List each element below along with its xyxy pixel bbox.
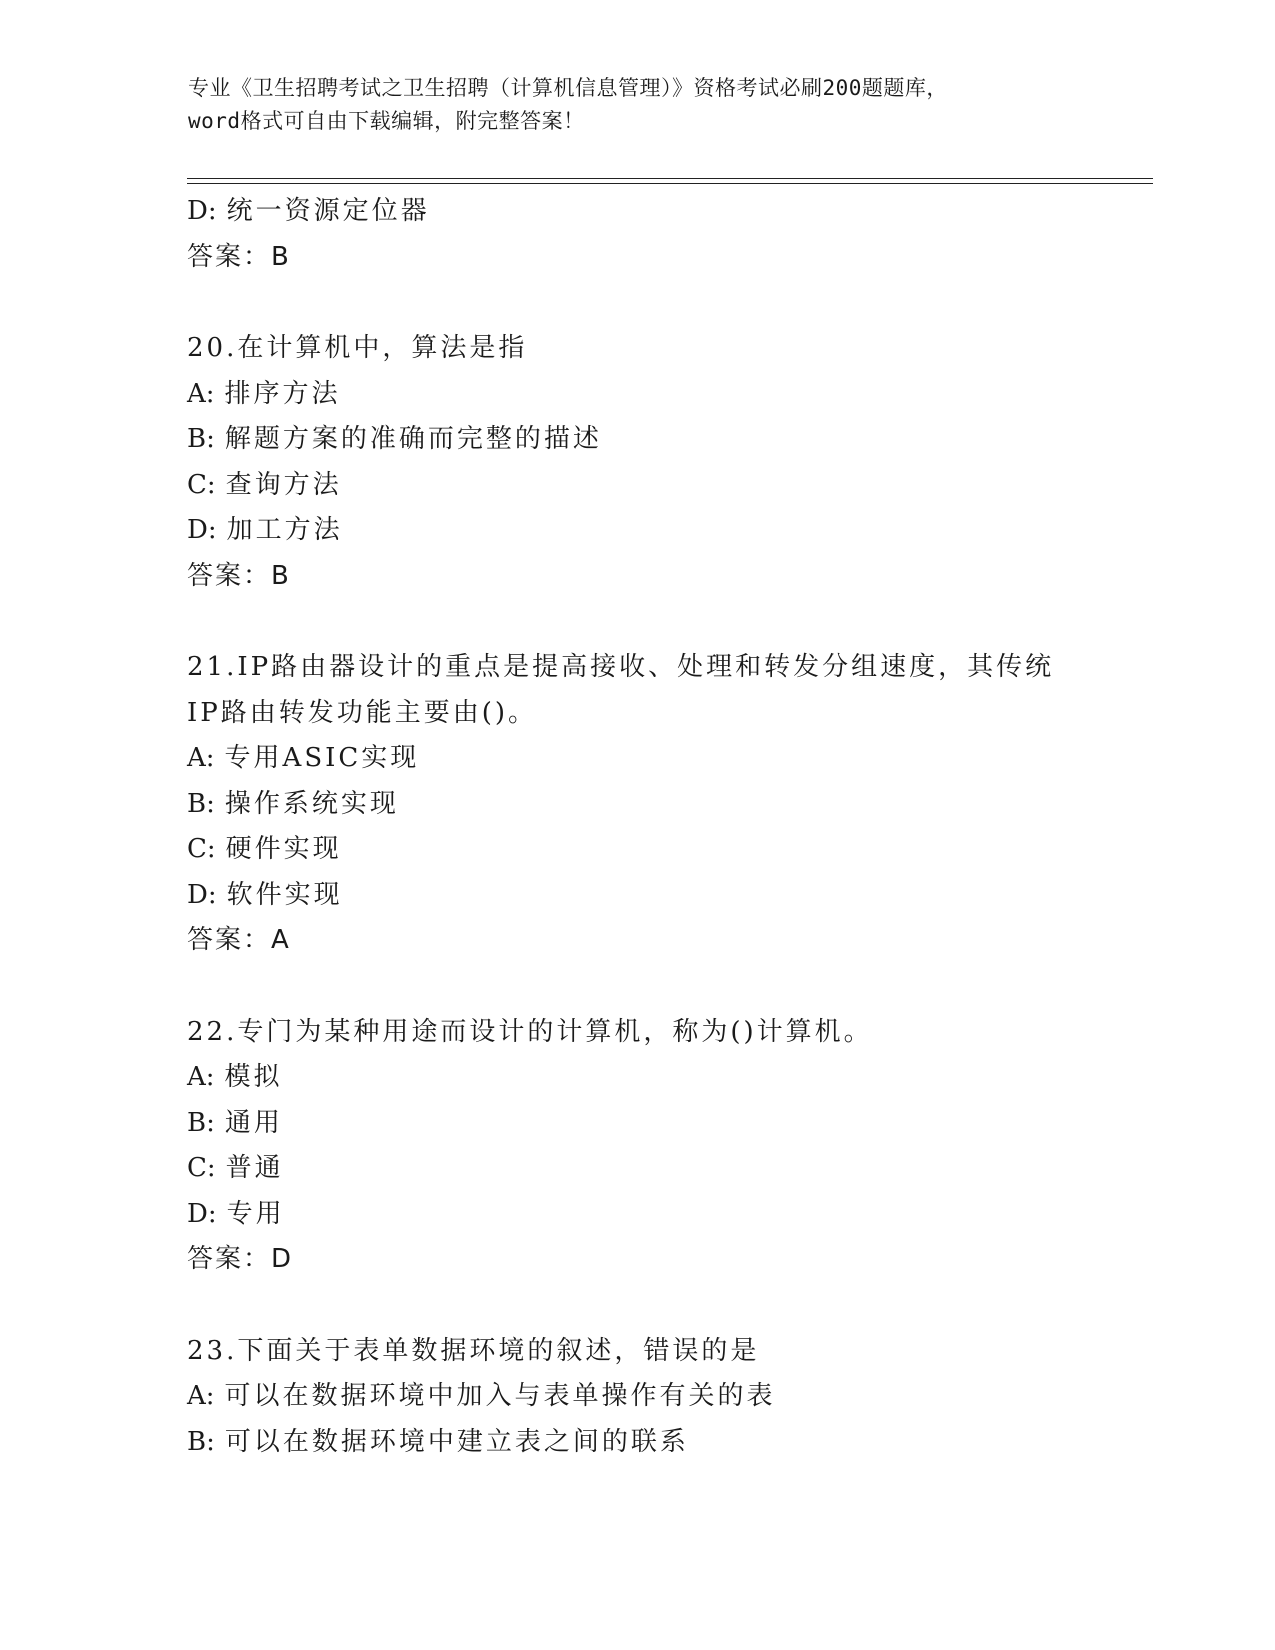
- question-text: 23.下面关于表单数据环境的叙述，错误的是: [187, 1335, 760, 1366]
- question-block: [187, 189, 1147, 280]
- option-text: 可以在数据环境中加入与表单操作有关的表: [224, 1381, 776, 1411]
- header-divider-top: [187, 178, 1153, 179]
- option-b: [187, 1101, 1147, 1147]
- option-b: [187, 782, 1147, 828]
- header-divider-bottom: [187, 183, 1153, 184]
- option-d: [187, 189, 1147, 235]
- answer-line: 答案：B: [187, 560, 291, 591]
- option-text: 排序方法: [224, 378, 341, 409]
- question-text: 22.专门为某种用途而设计的计算机，称为()计算机。: [187, 1016, 873, 1047]
- question-text: 20.在计算机中，算法是指: [187, 333, 528, 363]
- option-b: [187, 417, 1147, 463]
- answer-line: 答案：D: [187, 1244, 294, 1274]
- question-text: 21.IP路由器设计的重点是提高接收、处理和转发分组速度，其传统: [187, 652, 1055, 682]
- document-header: [188, 72, 1088, 138]
- option-c: [187, 463, 1147, 509]
- option-c: [187, 827, 1147, 873]
- header-line-2: word格式可自由下载编辑，附完整答案！: [188, 109, 585, 133]
- option-text: 普通: [225, 1153, 284, 1183]
- option-text: 可以在数据环境中建立表之间的联系: [224, 1426, 689, 1457]
- option-label: B:: [187, 788, 215, 819]
- option-label: D:: [187, 196, 217, 226]
- question-block: [187, 326, 1147, 599]
- option-text: 解题方案的准确而完整的描述: [224, 424, 602, 454]
- option-a: [187, 372, 1147, 418]
- option-label: D:: [187, 1198, 217, 1229]
- option-label: C:: [187, 1153, 216, 1183]
- option-label: B:: [187, 1107, 215, 1138]
- option-text: 通用: [224, 1107, 283, 1138]
- option-label: B:: [187, 1426, 215, 1457]
- option-text: 模拟: [224, 1062, 283, 1092]
- question-list: [187, 189, 1147, 1465]
- option-text: 专用ASIC实现: [224, 743, 420, 773]
- option-text: 统一资源定位器: [226, 196, 430, 226]
- option-label: C:: [187, 469, 216, 500]
- option-c: [187, 1146, 1147, 1192]
- header-line-1: 专业《卫生招聘考试之卫生招聘（计算机信息管理）》资格考试必刷200题题库，: [188, 76, 948, 100]
- option-text: 操作系统实现: [224, 788, 399, 819]
- option-a: [187, 1055, 1147, 1101]
- option-label: A:: [187, 743, 215, 773]
- option-label: D:: [187, 515, 217, 545]
- option-label: A:: [187, 1381, 215, 1411]
- option-text: 硬件实现: [225, 834, 342, 864]
- option-label: D:: [187, 879, 217, 910]
- option-a: [187, 736, 1147, 782]
- question-block: [187, 1010, 1147, 1283]
- answer-line: 答案：A: [187, 925, 291, 955]
- question-block: [187, 1329, 1147, 1466]
- option-text: 软件实现: [226, 879, 343, 910]
- option-text: 加工方法: [226, 515, 343, 545]
- option-d: [187, 508, 1147, 554]
- question-block: [187, 645, 1147, 964]
- option-d: [187, 1192, 1147, 1238]
- question-text-continued: IP路由转发功能主要由()。: [187, 697, 538, 728]
- option-a: [187, 1374, 1147, 1420]
- option-label: B:: [187, 424, 215, 454]
- option-d: [187, 873, 1147, 919]
- answer-line: 答案：B: [187, 241, 291, 272]
- option-b: [187, 1420, 1147, 1466]
- option-text: 查询方法: [225, 469, 342, 500]
- option-label: A:: [187, 378, 215, 409]
- option-label: C:: [187, 834, 216, 864]
- option-label: A:: [187, 1062, 215, 1092]
- option-text: 专用: [226, 1198, 285, 1229]
